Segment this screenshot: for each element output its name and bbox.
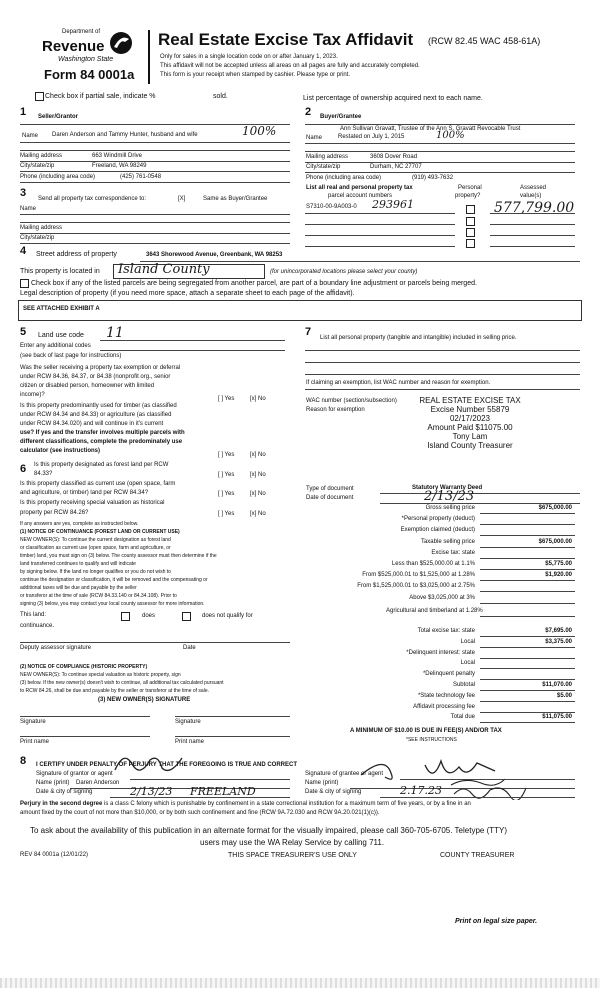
tax-row-label: Excise tax: state: [431, 549, 475, 556]
scan-artifact-strip: [0, 978, 600, 988]
parcel-number[interactable]: S7310-00-9A003-0: [306, 204, 357, 210]
grantor-name-label: Name (print): [36, 780, 70, 786]
correspondence-mailing-label: Mailing address: [20, 225, 63, 231]
assessed-header-1: Assessed: [520, 185, 547, 191]
tax-row-label: Local: [460, 660, 475, 667]
grantee-signature-label: Signature of grantee or agent: [305, 771, 384, 777]
parcels-header-2: parcel account numbers: [328, 193, 393, 199]
tax-row-value[interactable]: $675,000.00: [538, 505, 572, 511]
notice-line-9: signing (3) below, you may contact your local county assessor for more information.: [20, 601, 205, 607]
dept-line1: Department of: [62, 29, 101, 35]
doc-type[interactable]: Statutory Warranty Deed: [412, 485, 483, 491]
forest-q2-no[interactable]: [x] No: [250, 491, 266, 497]
stamp-line-4: Amount Paid $11075.00: [427, 423, 513, 432]
correspondence-same: Same as Buyer/Grantee: [203, 196, 268, 202]
grantee-date: 2.17.23: [400, 784, 442, 797]
correspondence-name-label: Name: [20, 206, 37, 212]
deputy-signature-label: Deputy assessor signature: [20, 645, 92, 651]
personal-property-checkbox-1[interactable]: [466, 205, 475, 214]
land-use-q2-line6: calculator (see instructions): [20, 448, 101, 454]
tax-row-label: *Personal property (deduct): [401, 516, 475, 523]
forest-q1-yes[interactable]: [ ] Yes: [218, 472, 235, 478]
see-instructions-note: *SEE INSTRUCTIONS: [406, 737, 457, 743]
tax-row-label: Total excise tax: state: [417, 628, 475, 634]
compliance-line-2: (3) below. If the new owner(s) doesn't wish to continue, all additional tax calculated pursuant: [20, 680, 224, 686]
seller-phone-label: Phone (including area code): [20, 174, 96, 180]
see-instructions: (see back of last page for instructions): [20, 353, 122, 359]
street-address[interactable]: 3643 Shorewood Avenue, Greenbank, WA 98253: [146, 252, 283, 258]
seller-phone[interactable]: (425) 761-0548: [120, 174, 162, 180]
personal-property-checkbox-2[interactable]: [466, 217, 475, 226]
additional-codes-label: Enter any additional codes: [20, 343, 91, 349]
tax-row-label: *State technology fee: [417, 692, 475, 699]
doc-type-label: Type of document: [306, 486, 354, 492]
buyer-mailing[interactable]: 3608 Dover Road: [370, 154, 418, 160]
seller-heading: Seller/Grantor: [38, 114, 79, 120]
tax-row-label: *Delinquent penalty: [422, 671, 475, 678]
tax-row-label: From $525,000.01 to $1,525,000 at 1.28%: [362, 572, 475, 579]
certify-statement: I CERTIFY UNDER PENALTY OF PERJURY THAT THE FOREGOING IS TRUE AND CORRECT: [36, 762, 298, 768]
seller-percent: 100%: [242, 124, 277, 138]
continuance-label: continuance.: [20, 623, 55, 629]
buyer-name-label: Name: [306, 135, 323, 141]
exhibit-text: SEE ATTACHED EXHIBIT A: [23, 306, 100, 312]
header-note-3: This form is your receipt when stamped by cashier. Please type or print.: [160, 72, 351, 78]
stamp-line-2: Excise Number 55879: [430, 405, 510, 414]
section-8-number: 8: [20, 755, 27, 767]
grantor-name[interactable]: Daren Anderson: [76, 780, 120, 786]
does-qualify-checkbox[interactable]: [121, 612, 130, 621]
located-note: (for unincorporated locations please select your county): [270, 269, 418, 275]
buyer-heading: Buyer/Grantee: [320, 114, 362, 120]
buyer-percent: 100%: [436, 130, 465, 141]
county-field[interactable]: [113, 264, 265, 279]
tax-row-value[interactable]: $11,070.00: [542, 682, 572, 688]
does-not-label: does not qualify for: [202, 613, 253, 619]
tax-row-label: Exemption claimed (deduct): [400, 527, 475, 534]
legal-description-label: Legal description of property (if you need more space, attach a separate sheet to each page of the affidavit).: [20, 290, 355, 297]
wac-label: WAC number (section/subsection): [306, 398, 397, 404]
parcel-handwritten: 293961: [372, 198, 414, 211]
buyer-phone[interactable]: (919) 493-7632: [412, 175, 454, 181]
tax-row-label: Less than $525,000.00 at 1.1%: [391, 561, 475, 567]
legal-paper-note: Print on legal size paper.: [455, 918, 538, 925]
tax-row-label: Above $3,025,000 at 3%: [409, 594, 475, 601]
grantee-date-label: Date & city of signing: [305, 789, 362, 795]
forest-q2-line1: Is this property classified as current use (open space, farm: [20, 481, 176, 487]
forest-q3-yes[interactable]: [ ] Yes: [218, 511, 235, 517]
form-number: Form 84 0001a: [44, 67, 135, 82]
buyer-mailing-label: Mailing address: [306, 154, 349, 160]
tax-row-label: Affidavit processing fee: [413, 703, 475, 710]
assessed-header-2: value(s): [520, 193, 542, 199]
perjury-line-2: amount fixed by the court of not more than $10,000, or by both such confinement and fine (RCW 9A.72.030 and RCW 9A.20.021(1)(c)).: [20, 810, 380, 816]
form-revision: REV 84 0001a (12/01/22): [20, 852, 89, 858]
personal-header-1: Personal: [458, 185, 482, 191]
tax-row-label: Taxable selling price: [420, 538, 475, 545]
accessibility-line-1: To ask about the availability of this publication in an alternate format for the visually impaired, please call 360-705-6705. Teletype (TTY): [30, 826, 507, 835]
notice-compliance-heading: (2) NOTICE OF COMPLIANCE (HISTORIC PROPERTY): [20, 664, 148, 670]
revenue-logo-icon: [108, 30, 134, 56]
treasurer-receipt-stamp: [400, 396, 540, 450]
tax-row-label: Total due: [450, 714, 475, 721]
buyer-city-label: City/state/zip: [306, 164, 341, 170]
seller-city[interactable]: Freeland, WA 98249: [92, 163, 147, 169]
stamp-line-5: Tony Lam: [452, 432, 488, 441]
tax-row-value[interactable]: $3,375.00: [545, 638, 572, 645]
forest-if-yes: If any answers are yes, complete as instructed below.: [20, 521, 139, 527]
grantor-signature-icon: [110, 748, 190, 780]
personal-property-label: List all personal property (tangible and intangible) included in selling price.: [320, 335, 517, 341]
grantee-name-label: Name (print): [305, 780, 339, 786]
land-use-q2-line5: different classifications, complete the predominately use: [20, 439, 183, 445]
partial-sale-label: Check box if partial sale, indicate %: [45, 93, 156, 100]
tax-row-value[interactable]: $5,775.00: [545, 561, 572, 567]
doc-date-label: Date of document: [306, 495, 354, 501]
ownership-instruction: List percentage of ownership acquired next to each name.: [303, 95, 483, 102]
tax-row-label: Gross selling price: [425, 505, 475, 511]
land-use-q2-line1: Is this property predominantly used for timber (as classified: [20, 403, 177, 409]
parcels-header-1: List all real and personal property tax: [306, 185, 413, 191]
land-use-q2-line3: under RCW 84.34.020) and will continue in it's current: [20, 421, 164, 427]
land-use-q1-line1: Was the seller receiving a property tax exemption or deferral: [20, 365, 181, 371]
rcw-reference: (RCW 82.45 WAC 458-61A): [428, 36, 541, 46]
header-note-1: Only for sales in a single location code on or after January 1, 2023.: [160, 54, 338, 60]
forest-q1-line1: Is this property designated as forest land per RCW: [34, 462, 169, 468]
land-use-q1-line3: citizen or disabled person, homeowner with limited: [20, 383, 155, 389]
correspondence-label: Send all property tax correspondence to:: [38, 196, 147, 202]
land-use-q1-yes[interactable]: [ ] Yes: [218, 396, 235, 402]
land-use-label: Land use code: [38, 332, 84, 339]
land-use-q1-line2: under RCW 84.36, 84.37, or 84.38 (nonprofit org., senior: [20, 374, 171, 380]
grantor-date-label: Date & city of signing: [36, 789, 93, 795]
personal-header-2: property?: [455, 193, 481, 199]
doc-date: 2/13/23: [424, 489, 475, 504]
new-owner-signature-heading: (3) NEW OWNER(S) SIGNATURE: [98, 697, 191, 703]
street-label: Street address of property: [36, 251, 117, 258]
dept-logo-text: Revenue: [42, 38, 105, 55]
county-treasurer-label: COUNTY TREASURER: [440, 852, 515, 859]
seller-mailing-label: Mailing address: [20, 153, 63, 159]
partial-sale-sold: sold.: [213, 93, 228, 100]
assessed-value: 577,799.00: [494, 200, 575, 216]
forest-q1-line2: 84.33?: [34, 471, 53, 477]
land-use-q2-line4: use? If yes and the transfer involves multiple parcels with: [20, 430, 185, 436]
ag-label: Agricultural and timberland at 1.28%: [386, 608, 483, 614]
compliance-line-1: NEW OWNER(S): To continue special valuation as historic property, sign: [20, 672, 181, 678]
forest-q3-line1: Is this property receiving special valuation as historical: [20, 500, 165, 506]
seller-mailing[interactable]: 663 Windmill Drive: [92, 153, 143, 159]
boundary-text: Check box if any of the listed parcels are being segregated from another parcel, are part of a boundary line adjustment or parcels being merged.: [31, 280, 477, 287]
seller-city-label: City/state/zip: [20, 163, 55, 169]
dept-state: Washington State: [58, 56, 114, 63]
land-use-q1-no[interactable]: [x] No: [250, 396, 266, 402]
forest-q3-no[interactable]: [x] No: [250, 511, 266, 517]
minimum-fee: A MINIMUM OF $10.00 IS DUE IN FEE(S) AND/OR TAX: [350, 728, 502, 734]
buyer-name-line1[interactable]: Ann Sullivan Gravatt, Trustee of the Ann S. Gravatt Revocable Trust: [340, 126, 521, 132]
forest-q1-no[interactable]: [x] No: [250, 472, 266, 478]
forest-q2-line2: and agriculture, or timber) land per RCW 84.34?: [20, 490, 149, 496]
land-use-q2-no[interactable]: [x] No: [250, 452, 266, 458]
notice-line-3: timber) land, you must sign on (3) below. The county assessor must then determine if the: [20, 553, 217, 559]
tax-row-value[interactable]: $11,075.00: [542, 714, 572, 721]
partial-sale-checkbox[interactable]: [35, 92, 44, 101]
buyer-city[interactable]: Durham, NC 27707: [370, 164, 422, 170]
notice-line-7: additional taxes will be due and payable by the seller: [20, 585, 137, 591]
section-4-number: 4: [20, 245, 27, 257]
tax-row-value[interactable]: $7,695.00: [545, 628, 572, 634]
stamp-line-3: 02/17/2023: [449, 414, 491, 423]
legal-description-box[interactable]: [18, 300, 582, 321]
tax-row-label: From $1,525,000.01 to $3,025,000 at 2.75%: [357, 583, 475, 590]
correspondence-city-label: City/state/zip: [20, 235, 55, 241]
grantor-date: 2/13/23: [130, 785, 173, 798]
exemption-reason-label: Reason for exemption: [306, 407, 365, 413]
section-6-number: 6: [20, 463, 27, 475]
notice-line-4: land transferred continues to qualify and will indicate: [20, 561, 136, 567]
land-use-code: 11: [106, 325, 124, 341]
accessibility-line-2: users may use the WA Relay Service by calling 711.: [200, 838, 385, 847]
new-owner-print-name-label-1: Print name: [20, 739, 50, 745]
section-5-number: 5: [20, 326, 27, 338]
new-owner-signature-label-2: Signature: [175, 719, 201, 725]
land-use-q1-line4: income)?: [20, 392, 45, 398]
tax-row-value[interactable]: $1,920.00: [545, 572, 572, 579]
personal-property-checkbox-3[interactable]: [466, 228, 475, 237]
forest-q2-yes[interactable]: [ ] Yes: [218, 491, 235, 497]
grantor-city: FREELAND: [190, 785, 256, 798]
seller-name-label: Name: [22, 133, 39, 139]
perjury-line-1: Perjury in the second degree is a class C felony which is punishable by confinement in a state correctional institution for a maximum term of five years, or by a fine in an: [20, 801, 471, 807]
this-land-label: This land:: [20, 612, 47, 618]
section-3-number: 3: [20, 187, 27, 199]
stamp-line-6: Island County Treasurer: [427, 441, 513, 450]
located-label: This property is located in: [20, 268, 100, 275]
new-owner-signature-label-1: Signature: [20, 719, 46, 725]
correspondence-mark[interactable]: [X]: [178, 196, 186, 202]
does-not-qualify-checkbox[interactable]: [182, 612, 191, 621]
notice-line-6: continue the designation or classification, it will be removed and the compensating or: [20, 577, 208, 583]
seller-name[interactable]: Daren Anderson and Tammy Hunter, husband and wife: [52, 132, 198, 138]
notice-continuance-heading: (1) NOTICE OF CONTINUANCE (FOREST LAND OR CURRENT USE): [20, 529, 180, 535]
exemption-instruction: If claiming an exemption, list WAC number and reason for exemption.: [306, 380, 491, 386]
grantor-signature-label: Signature of grantor or agent: [36, 771, 113, 777]
county-value: Island County: [118, 262, 210, 277]
notice-line-2: or classification as current use (open space, farm and agriculture, or: [20, 545, 171, 551]
stamp-line-1: REAL ESTATE EXCISE TAX: [419, 396, 521, 405]
section-7-number: 7: [305, 326, 312, 338]
boundary-checkbox[interactable]: [20, 279, 29, 288]
form-title: Real Estate Excise Tax Affidavit: [158, 30, 414, 49]
forest-q3-line2: property per RCW 84.26?: [20, 510, 89, 516]
tax-row-label: *Delinquent interest: state: [406, 649, 475, 656]
header-note-2: This affidavit will not be accepted unless all areas on all pages are fully and accurately completed.: [160, 63, 420, 69]
new-owner-print-name-label-2: Print name: [175, 739, 205, 745]
tax-row-value[interactable]: $5.00: [556, 692, 572, 699]
compliance-line-3: to RCW 84.26, shall be due and payable by the seller or transferor at the time of sale.: [20, 688, 209, 694]
section-2-number: 2: [305, 106, 312, 118]
land-use-q2-yes[interactable]: [ ] Yes: [218, 452, 235, 458]
tax-row-label: Local: [460, 638, 475, 645]
notice-line-8: or transferor at the time of sale (RCW 84.33.140 or 84.34.108). Prior to: [20, 593, 177, 599]
treasurer-use-only: THIS SPACE TREASURER'S USE ONLY: [228, 852, 357, 859]
notice-line-5: by signing below. If the land no longer qualifies or you do not wish to: [20, 569, 171, 575]
section-1-number: 1: [20, 106, 27, 118]
land-use-q2-line2: under RCW 84.34 and 84.33) or agriculture (as classified: [20, 412, 172, 418]
does-label: does: [142, 613, 156, 619]
deputy-date-label: Date: [183, 645, 196, 651]
personal-property-checkbox-4[interactable]: [466, 239, 475, 248]
tax-row-value[interactable]: $675,000.00: [538, 538, 572, 545]
notice-line-1: NEW OWNER(S): To continue the current designation as forest land: [20, 537, 171, 543]
buyer-phone-label: Phone (including area code): [306, 175, 382, 181]
buyer-name-line2[interactable]: Restated on July 1, 2015: [338, 134, 405, 140]
tax-row-label: Subtotal: [452, 682, 475, 688]
